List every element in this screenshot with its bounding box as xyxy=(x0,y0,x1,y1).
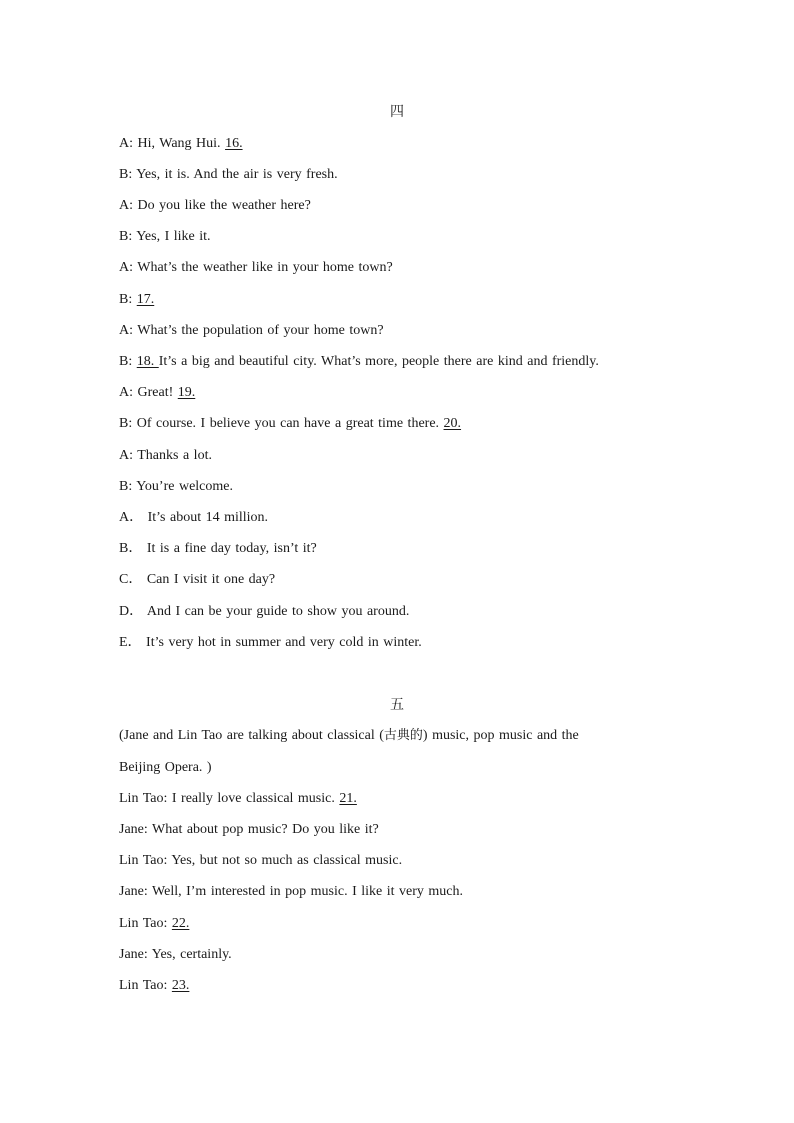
dialogue-line: B: You’re welcome. xyxy=(119,479,233,494)
dialogue-line: Lin Tao: I really love classical music. 21. xyxy=(119,791,357,806)
answer-blank: 20. xyxy=(443,416,462,431)
dialogue-line: B: Yes, I like it. xyxy=(119,229,211,244)
intro-line-2: Beijing Opera. ) xyxy=(119,760,212,775)
dialogue-line: Lin Tao: Yes, but not so much as classical music. xyxy=(119,853,403,868)
dialogue-line: A: Hi, Wang Hui. 16. xyxy=(119,136,243,151)
answer-blank: 22. xyxy=(171,916,190,931)
dialogue-line: B: Yes, it is. And the air is very fresh. xyxy=(119,167,338,182)
option-d: D． And I can be your guide to show you around. xyxy=(119,604,410,619)
dialogue-line: Jane: What about pop music? Do you like it? xyxy=(119,822,379,837)
option-e: E． It’s very hot in summer and very cold in winter. xyxy=(119,635,422,650)
dialogue-line: A: What’s the weather like in your home town? xyxy=(119,260,393,275)
dialogue-line: A: Thanks a lot. xyxy=(119,448,212,463)
answer-blank: 17. xyxy=(136,292,155,307)
dialogue-line: B: Of course. I believe you can have a great time there. 20. xyxy=(119,416,462,431)
intro-line: (Jane and Lin Tao are talking about classical (古典的) music, pop music and the xyxy=(119,728,579,743)
dialogue-line: Jane: Yes, certainly. xyxy=(119,947,232,962)
answer-blank: 21. xyxy=(339,791,357,806)
dialogue-line: Jane: Well, I’m interested in pop music. I like it very much. xyxy=(119,884,463,899)
dialogue-line: A: What’s the population of your home town? xyxy=(119,323,384,338)
answer-blank: 19. xyxy=(177,385,196,400)
section-title-4: 四 xyxy=(390,104,404,120)
option-b: B． It is a fine day today, isn’t it? xyxy=(119,541,317,556)
dialogue-line: Lin Tao: 22. xyxy=(119,916,190,931)
dialogue-line: Lin Tao: 23. xyxy=(119,978,190,993)
section-title-5: 五 xyxy=(390,697,404,713)
dialogue-line: B: 18. It’s a big and beautiful city. What’s more, people there are kind and friendly. xyxy=(119,354,599,369)
option-c: C． Can I visit it one day? xyxy=(119,572,276,587)
answer-blank: 16. xyxy=(225,136,243,151)
option-a: A． It’s about 14 million. xyxy=(119,510,269,525)
dialogue-line: A: Great! 19. xyxy=(119,385,196,400)
dialogue-line: B: 17. xyxy=(119,292,155,307)
answer-blank: 23. xyxy=(171,978,190,993)
answer-blank: 18. xyxy=(136,354,159,369)
dialogue-line: A: Do you like the weather here? xyxy=(119,198,311,213)
